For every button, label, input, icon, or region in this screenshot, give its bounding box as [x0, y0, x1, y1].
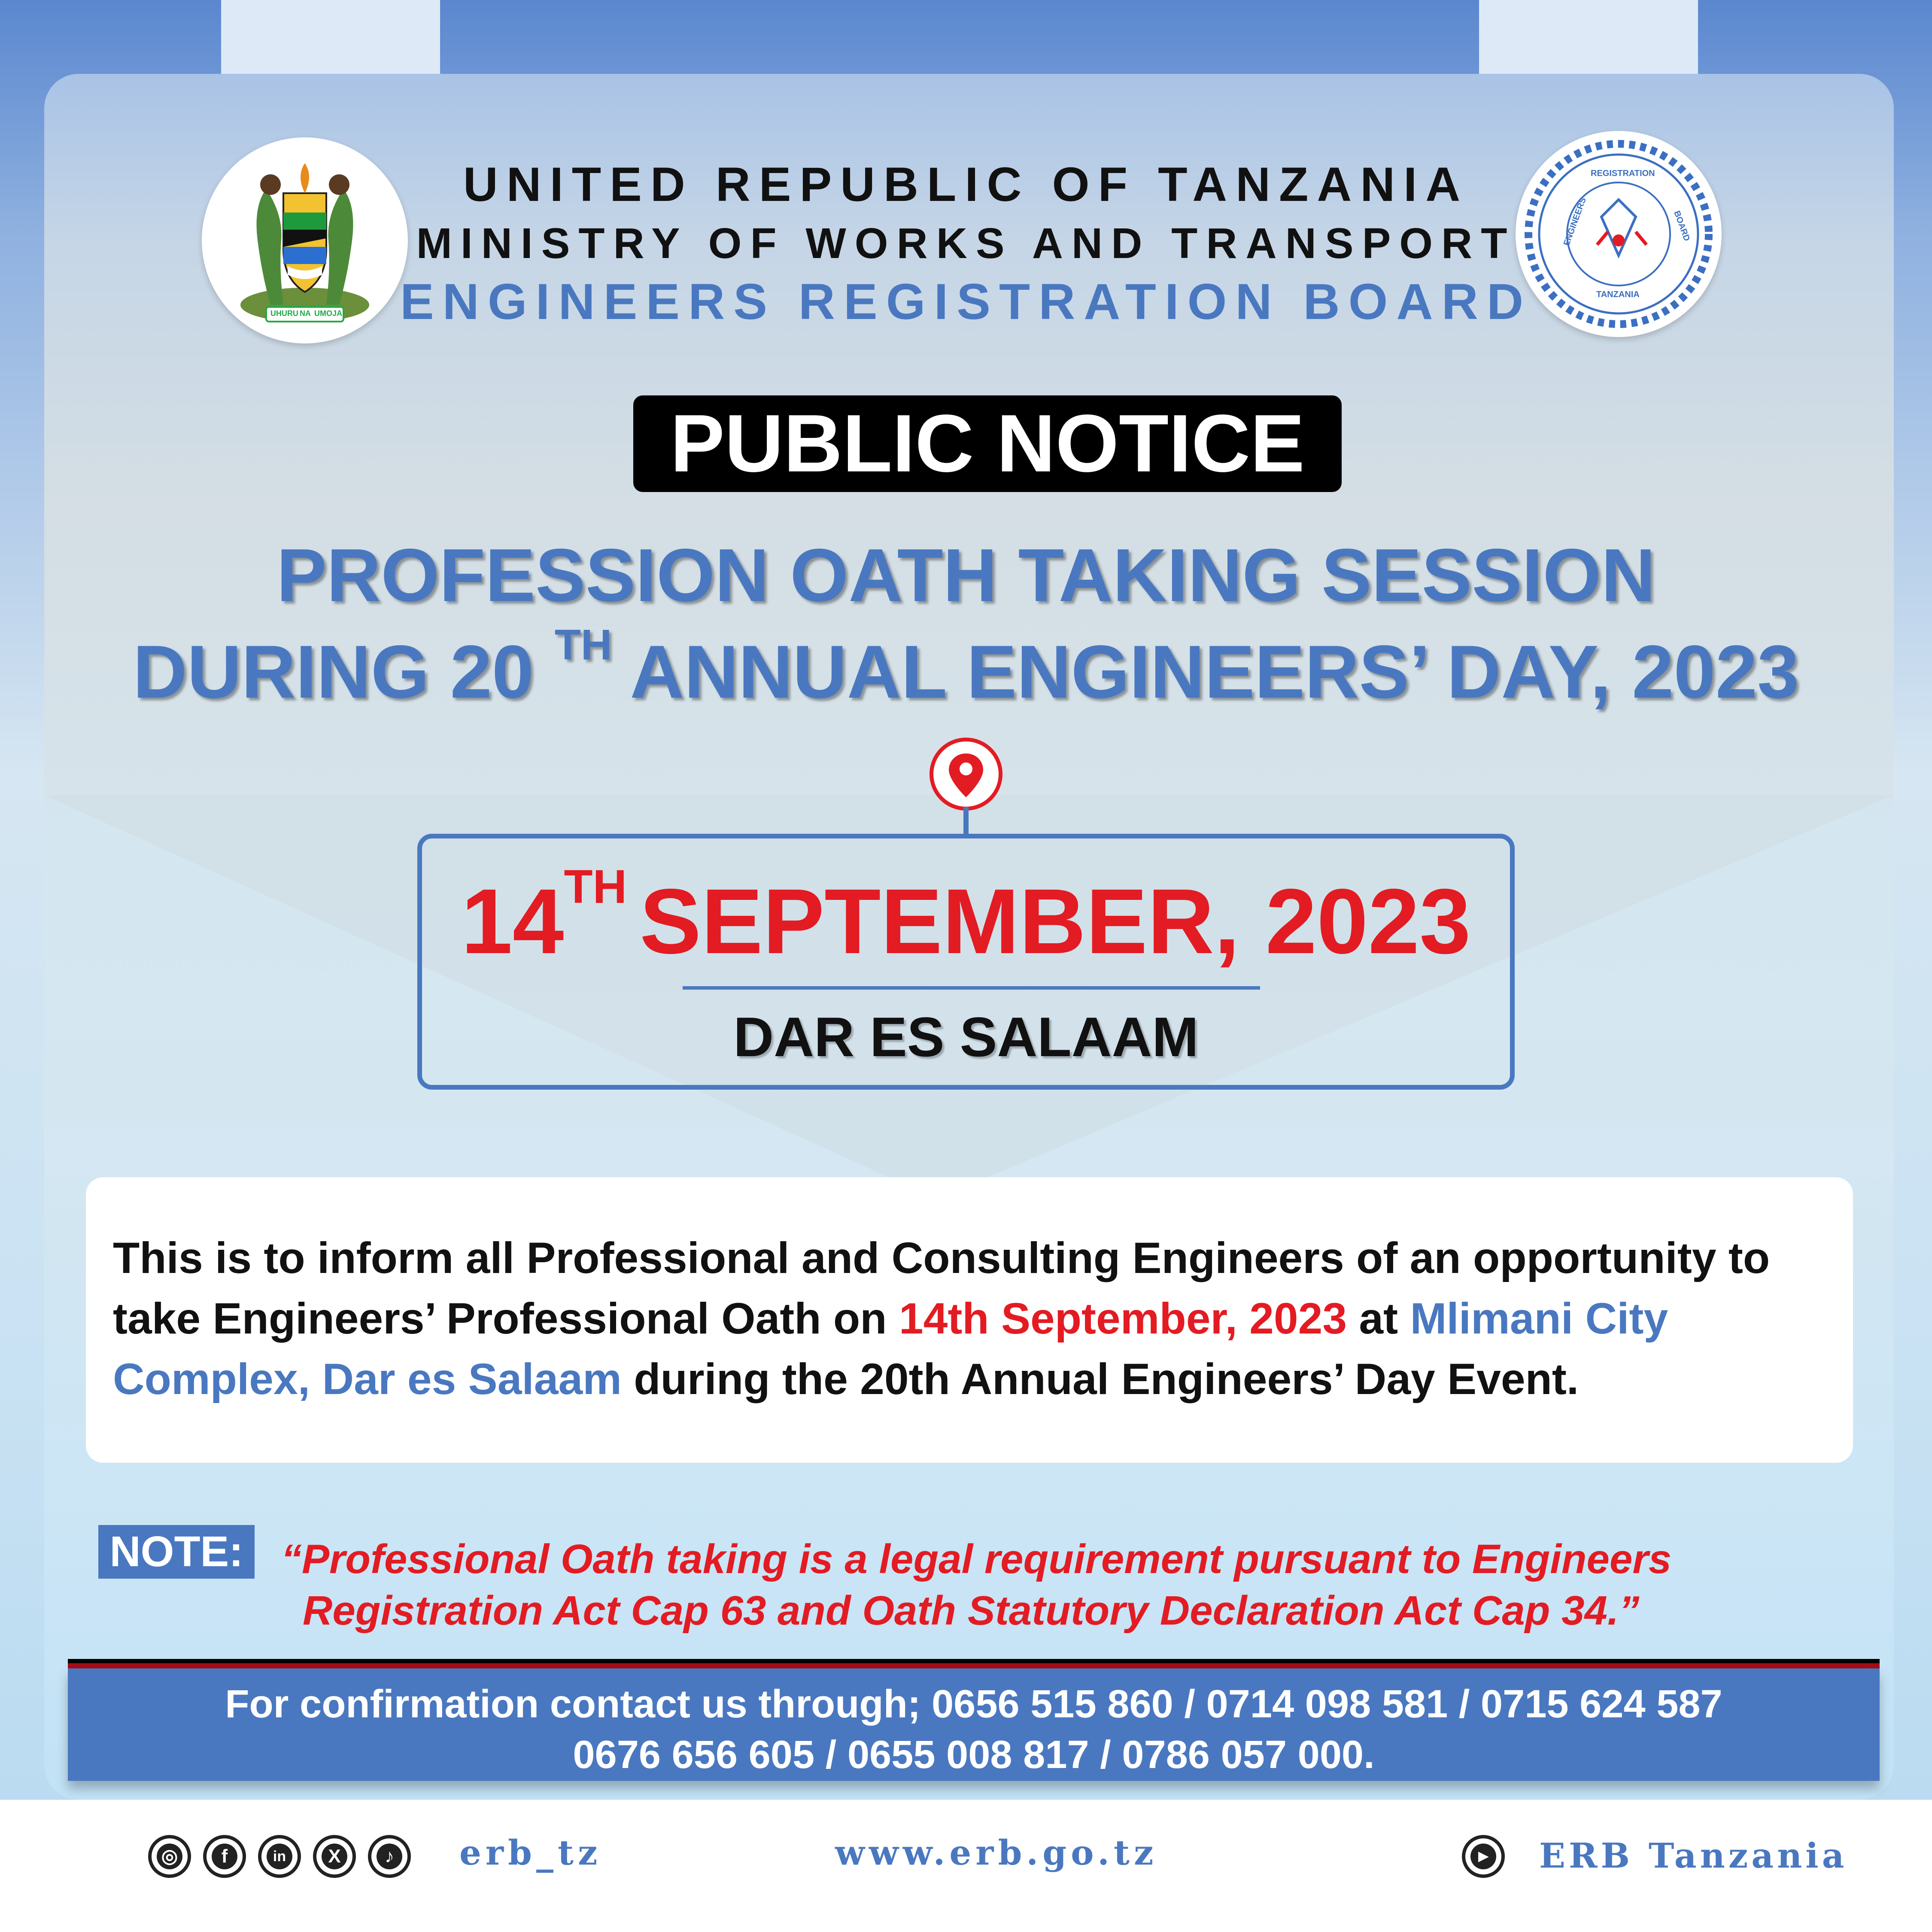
x-glyph: X [322, 1844, 347, 1869]
x-icon[interactable] [313, 1835, 356, 1878]
title-line-2-suffix: ANNUAL ENGINEERS’ DAY, 2023 [630, 630, 1799, 714]
youtube-glyph: ▶ [1470, 1844, 1496, 1869]
note-line-1: “Professional Oath taking is a legal requirement pursuant to Engineers [281, 1536, 1672, 1582]
linkedin-glyph: in [267, 1844, 292, 1869]
contact-strip-border [68, 1659, 1880, 1668]
tiktok-icon[interactable] [368, 1835, 411, 1878]
website-link[interactable]: www.erb.go.tz [835, 1832, 1158, 1873]
info-venue: Mlimani City Complex, Dar es Salaam [113, 1294, 1668, 1403]
event-month-year: SEPTEMBER, 2023 [640, 869, 1471, 973]
map-pin-icon [930, 738, 1002, 811]
country-heading: UNITED REPUBLIC OF TANZANIA [463, 158, 1469, 211]
tiktok-glyph: ♪ [377, 1844, 402, 1869]
facebook-glyph: f [212, 1844, 237, 1869]
instagram-icon[interactable] [148, 1835, 191, 1878]
event-day-sup: TH [564, 860, 627, 913]
pin-connector [963, 807, 969, 834]
note-text [281, 1534, 1758, 1637]
event-date [0, 860, 1932, 975]
title-line-1 [0, 532, 1932, 619]
info-text-3: during the 20th Annual Engineers’ Day Event. [621, 1355, 1579, 1403]
youtube-channel[interactable]: ERB Tanzania [1539, 1835, 1848, 1876]
instagram-glyph: ◎ [157, 1844, 182, 1869]
info-text-1: This is to inform all Professional and Consulting Engineers of an opportunity to take Engineers’ Professional Oath on [113, 1233, 1770, 1343]
motto-word-1: UHURU [270, 309, 298, 318]
seal-text-engineers: ENGINEERS [1561, 196, 1588, 247]
contact-text [68, 1679, 1880, 1780]
linkedin-icon[interactable] [258, 1835, 301, 1878]
date-divider [683, 986, 1260, 990]
facebook-icon[interactable] [203, 1835, 246, 1878]
map-pin-glyph [933, 741, 999, 807]
contact-line-1: For confirmation contact us through; 0656 515 860 / 0714 098 581 / 0715 624 587 [225, 1682, 1722, 1726]
title-line-2 [0, 621, 1932, 715]
board-heading: ENGINEERS REGISTRATION BOARD [400, 273, 1532, 330]
youtube-icon[interactable] [1462, 1835, 1505, 1878]
title-line-1-text: PROFESSION OATH TAKING SESSION [276, 534, 1656, 617]
title-line-2-prefix: DURING 20 [133, 630, 534, 714]
info-paragraph [113, 1228, 1830, 1410]
seal-text-board: BOARD [1672, 210, 1692, 243]
seal-text-registration: REGISTRATION [1591, 169, 1655, 178]
event-city: DAR ES SALAAM [733, 1005, 1199, 1068]
contact-line-2: 0676 656 605 / 0655 008 817 / 0786 057 000. [573, 1733, 1375, 1777]
motto-word-2: NA [300, 309, 311, 318]
seal-text-tanzania: TANZANIA [1596, 290, 1640, 299]
ministry-heading: MINISTRY OF WORKS AND TRANSPORT [416, 219, 1516, 267]
social-handle[interactable]: erb_tz [459, 1832, 602, 1873]
info-date: 14th September, 2023 [899, 1294, 1347, 1343]
event-day: 14 [461, 869, 564, 973]
motto-word-3: UMOJA [314, 309, 343, 318]
title-line-2-sup: TH [554, 621, 612, 669]
public-notice-badge: PUBLIC NOTICE [633, 395, 1342, 492]
info-text-2: at [1347, 1294, 1410, 1343]
note-line-2: Registration Act Cap 63 and Oath Statutory Declaration Act Cap 34.” [303, 1588, 1640, 1634]
note-label: NOTE: [98, 1525, 255, 1579]
